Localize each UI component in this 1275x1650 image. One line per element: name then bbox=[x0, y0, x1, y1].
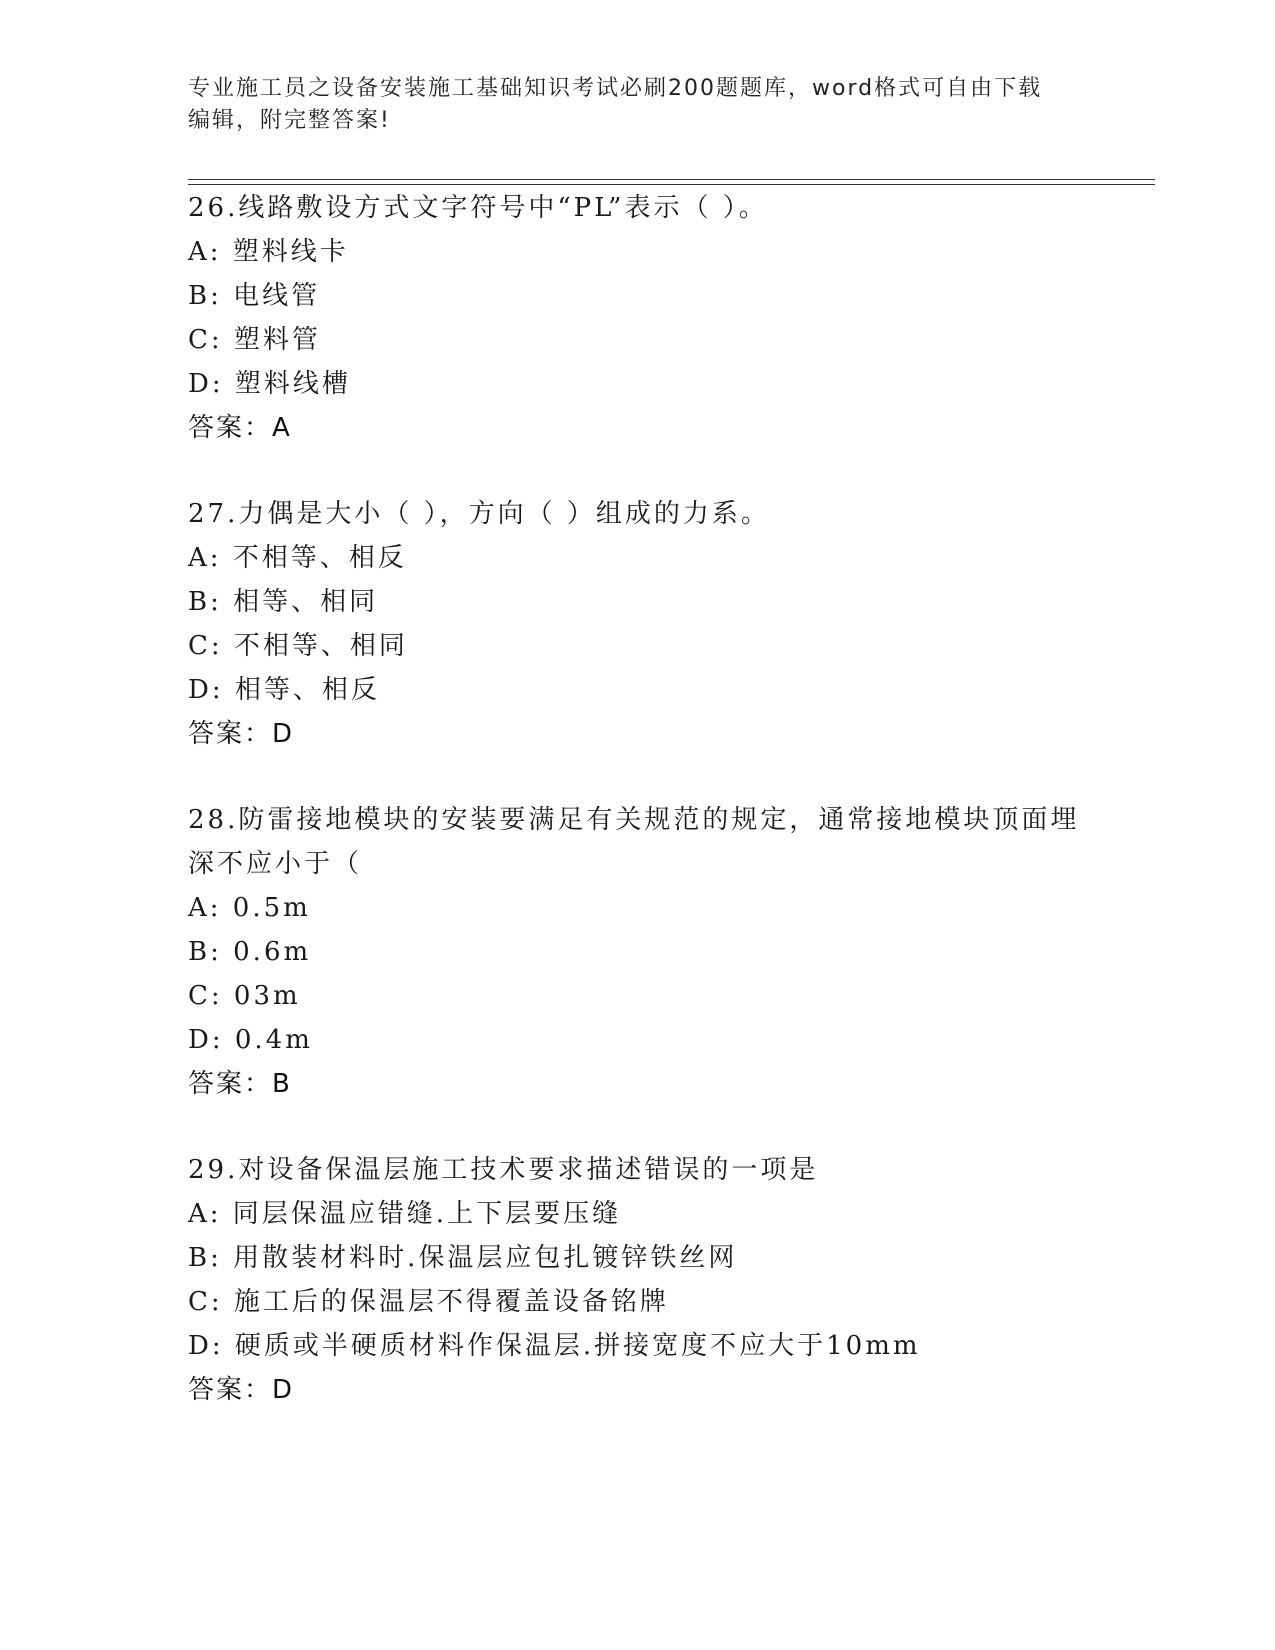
option-c: C: 塑料管 bbox=[188, 325, 321, 355]
answer-label: 答案：B bbox=[188, 1069, 292, 1099]
question-stem: 28.防雷接地模块的安装要满足有关规范的规定，通常接地模块顶面埋 bbox=[188, 805, 1080, 835]
option-b: B: 电线管 bbox=[188, 281, 321, 311]
document-header bbox=[188, 73, 1088, 137]
option-a: A: 不相等、相反 bbox=[188, 543, 407, 573]
answer-label: 答案：D bbox=[188, 1375, 295, 1405]
option-d: D: 0.4m bbox=[188, 1025, 313, 1055]
question-stem-continued: 深不应小于（ bbox=[188, 849, 363, 879]
option-a: A: 塑料线卡 bbox=[188, 237, 349, 267]
header-divider-top bbox=[188, 179, 1155, 180]
option-a: A: 同层保温应错缝.上下层要压缝 bbox=[188, 1199, 622, 1229]
answer-label: 答案：A bbox=[188, 413, 292, 443]
option-d: D: 塑料线槽 bbox=[188, 369, 351, 399]
answer-label: 答案：D bbox=[188, 719, 295, 749]
header-divider-bottom bbox=[188, 184, 1155, 185]
option-b: B: 用散装材料时.保温层应包扎镀锌铁丝网 bbox=[188, 1243, 738, 1273]
option-c: C: 不相等、相同 bbox=[188, 631, 408, 661]
option-a: A: 0.5m bbox=[188, 893, 311, 923]
header-title-line-1: 专业施工员之设备安装施工基础知识考试必刷200题题库，word格式可自由下载 bbox=[188, 76, 1043, 101]
question-stem: 27.力偶是大小（ ），方向（ ）组成的力系。 bbox=[188, 499, 770, 529]
option-d: D: 相等、相反 bbox=[188, 675, 380, 705]
header-title-line-2: 编辑，附完整答案! bbox=[188, 108, 391, 133]
option-c: C: 施工后的保温层不得覆盖设备铭牌 bbox=[188, 1287, 669, 1317]
question-stem: 29.对设备保温层施工技术要求描述错误的一项是 bbox=[188, 1155, 819, 1185]
option-b: B: 相等、相同 bbox=[188, 587, 379, 617]
option-c: C: 03m bbox=[188, 981, 301, 1011]
question-stem: 26.线路敷设方式文字符号中“PL”表示（ ）。 bbox=[188, 193, 768, 223]
option-b: B: 0.6m bbox=[188, 937, 312, 967]
option-d: D: 硬质或半硬质材料作保温层.拼接宽度不应大于10mm bbox=[188, 1331, 921, 1361]
